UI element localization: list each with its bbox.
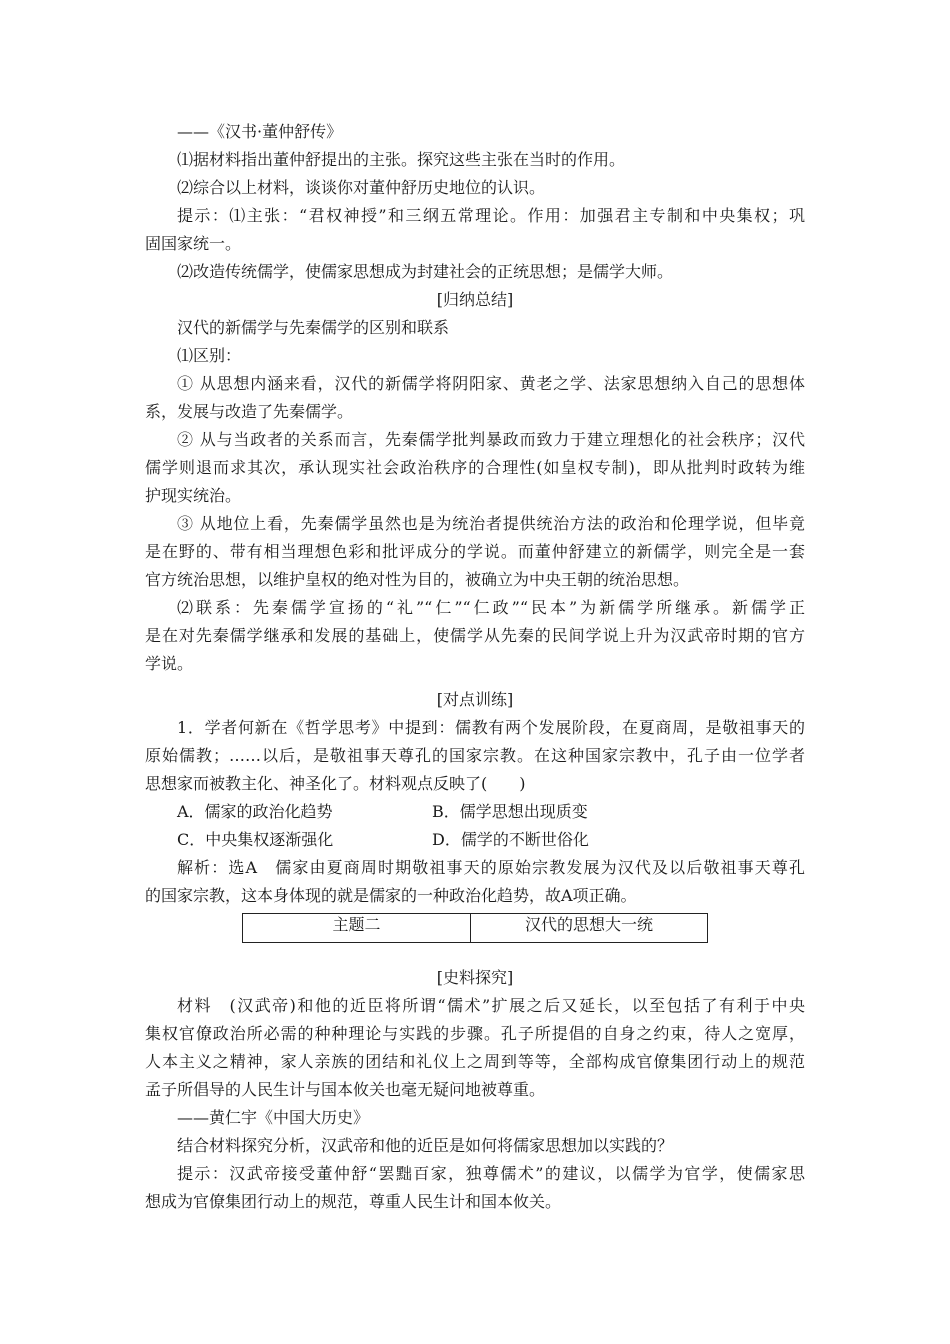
summary-title: 汉代的新儒学与先秦儒学的区别和联系	[177, 318, 450, 337]
summary-line: 系，发展与改造了先秦儒学。	[145, 402, 354, 421]
summary-line: ⑵联系：先秦儒学宣扬的“礼”“仁”“仁政”“民本”为新儒学所继承。新儒学正	[177, 598, 805, 617]
summary-line: 官方统治思想，以维护皇权的绝对性为目的，被确立为中央王朝的统治思想。	[145, 570, 690, 589]
question-text: 思想家而被教主化、神圣化了。材料观点反映了( )	[145, 774, 526, 793]
question-text: 1．学者何新在《哲学思考》中提到：儒教有两个发展阶段，在夏商周，是敬祖事天的	[177, 718, 805, 737]
material-line: 孟子所倡导的人民生计与国本攸关也毫无疑问地被尊重。	[145, 1080, 546, 1099]
analysis-line: 解析：选A 儒家由夏商周时期敬祖事天的原始宗教发展为汉代及以后敬祖事天尊孔	[177, 858, 805, 877]
option-a: A．儒家的政治化趋势	[177, 802, 333, 821]
material-line: 人本主义之精神，家人亲族的团结和礼仪上之周到等等，全部构成官僚集团行动上的规范	[145, 1052, 805, 1071]
option-c: C．中央集权逐渐强化	[177, 830, 334, 849]
options-row	[145, 798, 805, 826]
summary-line: ⑴区别：	[177, 346, 242, 365]
summary-line: ① 从思想内涵来看，汉代的新儒学将阴阳家、黄老之学、法家思想纳入自己的思想体	[177, 374, 805, 393]
analysis-line: 的国家宗教，这本身体现的就是儒家的一种政治化趋势，故A项正确。	[145, 886, 637, 905]
final-hint: 提示：汉武帝接受董仲舒“罢黜百家，独尊儒术”的建议，以儒学为官学，使儒家思	[177, 1164, 805, 1183]
question-line: ⑴据材料指出董仲舒提出的主张。探究这些主张在当时的作用。	[177, 150, 626, 169]
summary-line: 学说。	[145, 654, 194, 673]
source-heading: [史料探究]	[436, 968, 514, 987]
options-row	[145, 826, 805, 854]
summary-heading: [归纳总结]	[436, 290, 514, 309]
material-source: ——黄仁宇《中国大历史》	[177, 1108, 370, 1127]
hint-line: 提示：⑴主张：“君权神授”和三纲五常理论。作用：加强君主专制和中央集权；巩	[177, 206, 805, 225]
summary-line: 儒学则退而求其次，承认现实社会政治秩序的合理性(如皇权专制)，即从批判时政转为维	[145, 458, 805, 477]
summary-line: 护现实统治。	[145, 486, 242, 505]
final-question: 结合材料探究分析，汉武帝和他的近臣是如何将儒家思想加以实践的？	[177, 1136, 674, 1155]
source-citation: ——《汉书·董仲舒传》	[177, 122, 343, 141]
hint-line: ⑵改造传统儒学，使儒家思想成为封建社会的正统思想；是儒学大师。	[177, 262, 674, 281]
final-hint: 想成为官僚集团行动上的规范，尊重人民生计和国本攸关。	[145, 1192, 562, 1211]
training-heading: [对点训练]	[436, 690, 514, 709]
option-d: D．儒学的不断世俗化	[432, 830, 589, 849]
theme-title: 汉代的思想大一统	[471, 914, 708, 943]
material-line: 集权官僚政治所必需的种种理论与实践的步骤。孔子所提倡的自身之约束，待人之宽厚，	[145, 1024, 805, 1043]
theme-label: 主题二	[243, 914, 471, 943]
summary-line: ② 从与当政者的关系而言，先秦儒学批判暴政而致力于建立理想化的社会秩序；汉代	[177, 430, 805, 449]
hint-line: 固国家统一。	[145, 234, 242, 253]
option-b: B．儒学思想出现质变	[432, 802, 588, 821]
document-page	[145, 118, 805, 1216]
summary-line: 是在野的、带有相当理想色彩和批评成分的学说。而董仲舒建立的新儒学，则完全是一套	[145, 542, 805, 561]
summary-line: ③ 从地位上看，先秦儒学虽然也是为统治者提供统治方法的政治和伦理学说，但毕竟	[177, 514, 805, 533]
question-text: 原始儒教；……以后，是敬祖事天尊孔的国家宗教。在这种国家宗教中，孔子由一位学者	[145, 746, 805, 765]
question-line: ⑵综合以上材料，谈谈你对董仲舒历史地位的认识。	[177, 178, 546, 197]
theme-table	[242, 913, 708, 943]
summary-line: 是在对先秦儒学继承和发展的基础上，使儒学从先秦的民间学说上升为汉武帝时期的官方	[145, 626, 805, 645]
material-line: 材料 (汉武帝)和他的近臣将所谓“儒术”扩展之后又延长，以至包括了有利于中央	[177, 996, 805, 1015]
